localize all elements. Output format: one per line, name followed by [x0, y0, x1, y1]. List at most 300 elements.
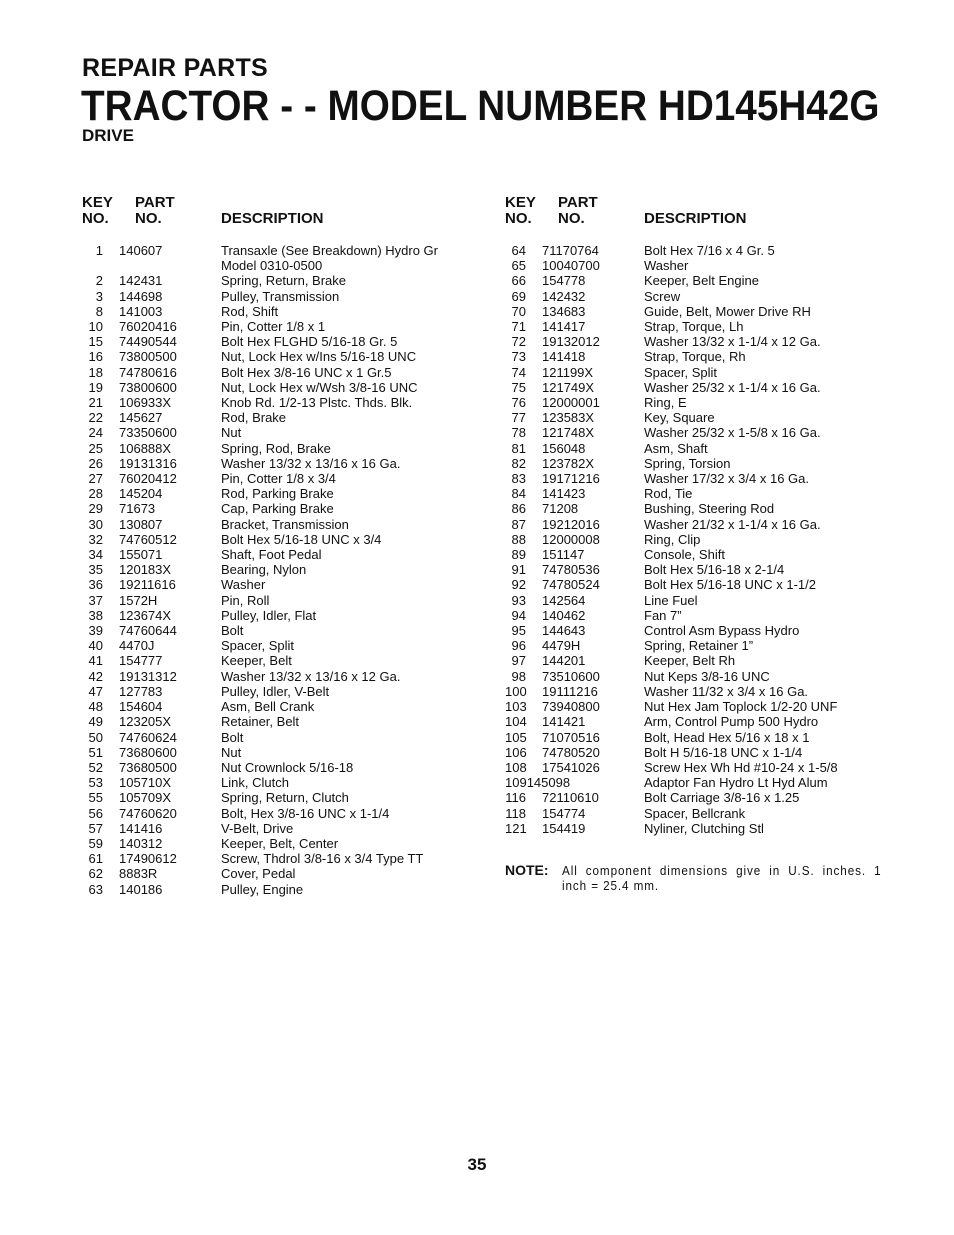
- parts-row: [505, 304, 890, 319]
- parts-row: [82, 577, 472, 592]
- parts-row: [82, 289, 472, 304]
- parts-row: [505, 775, 890, 790]
- parts-column-right: [505, 195, 890, 836]
- parts-row: [82, 760, 472, 775]
- parts-row: [82, 882, 472, 897]
- part-number: 144201: [542, 653, 586, 669]
- part-number: 8883R: [119, 866, 158, 882]
- key-number: 84: [511, 486, 526, 502]
- key-number: 2: [95, 273, 103, 289]
- part-description: Strap, Torque, Lh: [644, 319, 744, 335]
- key-number: 15: [88, 334, 103, 350]
- part-description: Knob Rd. 1/2-13 Plstc. Thds. Blk.: [221, 395, 413, 411]
- parts-row: [505, 410, 890, 425]
- parts-row: [505, 258, 890, 273]
- part-number: 154604: [119, 699, 163, 715]
- parts-row: [82, 243, 472, 273]
- part-description: Line Fuel: [644, 592, 698, 608]
- key-number: 55: [88, 790, 103, 806]
- key-number: 3: [95, 288, 103, 304]
- parts-row: [82, 623, 472, 638]
- key-number: 96: [511, 638, 526, 654]
- part-number: 19212016: [542, 516, 600, 532]
- part-number: 19131312: [119, 668, 177, 684]
- part-description: Nyliner, Clutching Stl: [644, 820, 764, 836]
- part-description: Adaptor Fan Hydro Lt Hyd Alum: [644, 775, 828, 791]
- part-description: Bearing, Nylon: [221, 562, 307, 578]
- parts-row: [505, 714, 890, 729]
- part-number: 141418: [542, 349, 586, 365]
- part-number: 1572H: [119, 592, 158, 608]
- key-number: 93: [511, 592, 526, 608]
- column-header-left: [82, 195, 472, 235]
- part-number: 141417: [542, 319, 586, 335]
- key-no-header: KEY NO.: [505, 194, 536, 227]
- part-description: Pin, Cotter 1/8 x 3/4: [221, 471, 336, 487]
- key-number: 8: [95, 303, 103, 319]
- dimensions-note: [505, 863, 890, 893]
- part-description: Guide, Belt, Mower Drive RH: [644, 303, 811, 319]
- parts-row: [82, 775, 472, 790]
- part-description: Washer: [644, 258, 689, 274]
- part-number: 4470J: [119, 638, 155, 654]
- part-number: 19131316: [119, 455, 177, 471]
- part-number: 141416: [119, 820, 163, 836]
- parts-row: [505, 365, 890, 380]
- part-number: 74760512: [119, 531, 177, 547]
- part-description: Pulley, Transmission: [221, 288, 340, 304]
- part-number: 130807: [119, 516, 163, 532]
- key-number: 100: [505, 683, 527, 699]
- key-number: 10: [88, 319, 103, 335]
- part-description: Washer 25/32 x 1-5/8 x 16 Ga.: [644, 425, 821, 441]
- key-number: 63: [88, 881, 103, 897]
- part-number: 19211616: [119, 577, 176, 593]
- part-description: Pulley, Idler, V-Belt: [221, 683, 330, 699]
- key-number: 52: [88, 759, 103, 775]
- part-description: Rod, Tie: [644, 486, 693, 502]
- key-number: 62: [88, 866, 103, 882]
- part-number: 123583X: [542, 410, 595, 426]
- part-description: Spring, Retainer 1”: [644, 638, 754, 654]
- key-number: 36: [88, 577, 103, 593]
- part-description: Pulley, Idler, Flat: [221, 607, 317, 623]
- part-no-header: PART NO.: [558, 194, 598, 227]
- part-number: 141421: [542, 714, 586, 730]
- parts-row: [82, 638, 472, 653]
- key-number: 83: [511, 471, 526, 487]
- part-description: Spring, Return, Brake: [221, 273, 347, 289]
- key-number: 82: [511, 455, 526, 471]
- part-number: 73510600: [542, 668, 600, 684]
- parts-row: [82, 425, 472, 440]
- key-number: 1: [95, 243, 103, 258]
- parts-row: [505, 653, 890, 668]
- part-number: 151147: [542, 547, 585, 563]
- part-description: Spring, Rod, Brake: [221, 440, 331, 456]
- part-number: 155071: [119, 547, 163, 563]
- key-no-header: KEY NO.: [82, 194, 113, 227]
- part-description: Shaft, Foot Pedal: [221, 547, 322, 563]
- part-description: Bolt Hex FLGHD 5/16-18 Gr. 5: [221, 334, 398, 350]
- part-description: Link, Clutch: [221, 775, 289, 791]
- key-number: 59: [88, 835, 103, 851]
- key-number: 35: [88, 562, 103, 578]
- key-number: 109145098: [505, 775, 571, 791]
- part-number: 156048: [542, 440, 586, 456]
- key-number: 48: [88, 699, 103, 715]
- parts-row: [505, 289, 890, 304]
- part-description: Washer 13/32 x 13/16 x 16 Ga.: [221, 455, 401, 471]
- part-description: Strap, Torque, Rh: [644, 349, 746, 365]
- part-description: Keeper, Belt: [221, 653, 292, 669]
- part-number: 17490612: [119, 851, 177, 867]
- key-number: 47: [88, 683, 103, 699]
- part-description: Cover, Pedal: [221, 866, 296, 882]
- part-number: 71170764: [542, 243, 599, 258]
- subsection-label: DRIVE: [82, 126, 134, 145]
- key-number: 22: [88, 410, 103, 426]
- part-description: Bracket, Transmission: [221, 516, 349, 532]
- part-number: 140312: [119, 835, 163, 851]
- parts-row: [505, 517, 890, 532]
- part-number: 74780524: [542, 577, 600, 593]
- parts-row: [505, 638, 890, 653]
- part-description: Nut Keps 3/8-16 UNC: [644, 668, 770, 684]
- key-number: 64: [511, 243, 526, 258]
- parts-column-left: [82, 195, 472, 897]
- part-description: Screw: [644, 288, 681, 304]
- key-number: 70: [511, 303, 526, 319]
- part-number: 142432: [542, 288, 586, 304]
- part-number: 76020416: [119, 319, 177, 335]
- part-description: Rod, Shift: [221, 303, 279, 319]
- parts-row: [82, 456, 472, 471]
- part-number: 106888X: [119, 440, 172, 456]
- key-number: 108: [505, 759, 527, 775]
- parts-row: [82, 851, 472, 866]
- part-number: 141423: [542, 486, 586, 502]
- key-number: 34: [88, 547, 103, 563]
- key-number: 86: [511, 501, 526, 517]
- part-description: Transaxle (See Breakdown) Hydro Gr Model 0310-0500: [221, 243, 438, 274]
- part-number: 140462: [542, 607, 586, 623]
- part-description: Nut: [221, 425, 242, 441]
- part-number: 105709X: [119, 790, 172, 806]
- part-description: Keeper, Belt Rh: [644, 653, 736, 669]
- key-number: 89: [511, 547, 526, 563]
- part-number: 76020412: [119, 471, 177, 487]
- parts-row: [82, 653, 472, 668]
- key-number: 87: [511, 516, 526, 532]
- parts-list-right: [505, 243, 890, 836]
- part-number: 142564: [542, 592, 586, 608]
- parts-row: [82, 365, 472, 380]
- key-number: 71: [511, 319, 526, 335]
- part-number: 106933X: [119, 395, 172, 411]
- part-number: 73800500: [119, 349, 177, 365]
- part-number: 140607: [119, 243, 163, 258]
- part-number: 123782X: [542, 455, 595, 471]
- parts-row: [505, 349, 890, 364]
- part-description: Bolt Hex 7/16 x 4 Gr. 5: [644, 243, 775, 258]
- key-number: 98: [511, 668, 526, 684]
- part-description: Pin, Roll: [221, 592, 270, 608]
- parts-row: [505, 319, 890, 334]
- part-description: Nut, Lock Hex w/Ins 5/16-18 UNC: [221, 349, 417, 365]
- parts-row: [82, 380, 472, 395]
- parts-row: [82, 319, 472, 334]
- part-number: 71070516: [542, 729, 600, 745]
- key-number: 116: [505, 790, 526, 806]
- part-number: 74780616: [119, 364, 177, 380]
- parts-row: [82, 730, 472, 745]
- part-number: 4479H: [542, 638, 581, 654]
- part-description: Washer 21/32 x 1-1/4 x 16 Ga.: [644, 516, 821, 532]
- key-number: 41: [88, 653, 103, 669]
- parts-row: [505, 486, 890, 501]
- key-number: 105: [505, 729, 527, 745]
- part-description: Spring, Torsion: [644, 455, 731, 471]
- part-description: Rod, Brake: [221, 410, 287, 426]
- parts-row: [82, 273, 472, 288]
- part-number: 142431: [119, 273, 163, 289]
- parts-row: [505, 334, 890, 349]
- part-description: Bolt: [221, 623, 244, 639]
- part-number: 121199X: [542, 364, 594, 380]
- parts-row: [82, 821, 472, 836]
- key-number: 91: [511, 562, 526, 578]
- part-description: Nut Crownlock 5/16-18: [221, 759, 354, 775]
- parts-row: [505, 730, 890, 745]
- key-number: 39: [88, 623, 103, 639]
- key-number: 74: [511, 364, 526, 380]
- key-number: 118: [505, 805, 526, 821]
- parts-row: [505, 699, 890, 714]
- key-number: 75: [511, 379, 526, 395]
- key-number: 27: [88, 471, 103, 487]
- part-description: Screw Hex Wh Hd #10-24 x 1-5/8: [644, 759, 838, 775]
- parts-row: [82, 395, 472, 410]
- parts-row: [82, 547, 472, 562]
- key-number: 50: [88, 729, 103, 745]
- part-number: 144643: [542, 623, 586, 639]
- parts-row: [505, 441, 890, 456]
- page-title: TRACTOR - - MODEL NUMBER HD145H42G: [81, 82, 880, 130]
- key-number: 73: [511, 349, 526, 365]
- part-description: Nut, Lock Hex w/Wsh 3/8-16 UNC: [221, 379, 418, 395]
- part-number: 73680600: [119, 744, 177, 760]
- part-number: 134683: [542, 303, 586, 319]
- part-number: 140186: [119, 881, 163, 897]
- parts-row: [505, 593, 890, 608]
- part-number: 73680500: [119, 759, 177, 775]
- part-description: Spacer, Split: [221, 638, 294, 654]
- parts-row: [82, 684, 472, 699]
- parts-row: [505, 425, 890, 440]
- part-number: 141003: [119, 303, 163, 319]
- part-number: 71208: [542, 501, 579, 517]
- key-number: 72: [511, 334, 526, 350]
- key-number: 81: [511, 440, 526, 456]
- parts-row: [505, 501, 890, 516]
- part-number: 123674X: [119, 607, 172, 623]
- parts-row: [505, 577, 890, 592]
- part-description: Bolt Hex 5/16-18 UNC x 3/4: [221, 531, 382, 547]
- part-description: Retainer, Belt: [221, 714, 300, 730]
- part-number: 105710X: [119, 775, 172, 791]
- parts-row: [82, 349, 472, 364]
- description-header: DESCRIPTION: [221, 210, 324, 227]
- part-number: 154778: [542, 273, 586, 289]
- key-number: 97: [511, 653, 526, 669]
- part-number: 74780520: [542, 744, 600, 760]
- key-number: 106: [505, 744, 527, 760]
- part-description: Bolt: [221, 729, 244, 745]
- part-number: 145204: [119, 486, 163, 502]
- part-number: 120183X: [119, 562, 172, 578]
- parts-row: [82, 562, 472, 577]
- part-description: V-Belt, Drive: [221, 820, 294, 836]
- key-number: 88: [511, 531, 526, 547]
- key-number: 28: [88, 486, 103, 502]
- parts-row: [82, 501, 472, 516]
- key-number: 30: [88, 516, 103, 532]
- parts-row: [505, 380, 890, 395]
- key-number: 21: [88, 395, 103, 411]
- part-description: Spring, Return, Clutch: [221, 790, 349, 806]
- parts-row: [505, 547, 890, 562]
- page-number: 35: [467, 1155, 487, 1174]
- part-number: 127783: [119, 683, 163, 699]
- part-number: 74760644: [119, 623, 177, 639]
- part-description: Spacer, Bellcrank: [644, 805, 746, 821]
- parts-row: [505, 532, 890, 547]
- parts-row: [82, 836, 472, 851]
- parts-row: [82, 334, 472, 349]
- key-number: 56: [88, 805, 103, 821]
- key-number: 32: [88, 531, 103, 547]
- part-description: Nut: [221, 744, 242, 760]
- key-number: 19: [88, 379, 103, 395]
- part-number: 73940800: [542, 699, 600, 715]
- parts-row: [82, 866, 472, 881]
- key-number: 51: [88, 744, 103, 760]
- part-description: Rod, Parking Brake: [221, 486, 334, 502]
- parts-row: [82, 806, 472, 821]
- part-no-header: PART NO.: [135, 194, 175, 227]
- part-description: Bolt Hex 3/8-16 UNC x 1 Gr.5: [221, 364, 392, 380]
- part-description: Pin, Cotter 1/8 x 1: [221, 319, 326, 335]
- part-description: Control Asm Bypass Hydro: [644, 623, 800, 639]
- parts-row: [82, 699, 472, 714]
- part-description: Spacer, Split: [644, 364, 717, 380]
- parts-row: [505, 471, 890, 486]
- part-description: Ring, Clip: [644, 531, 701, 547]
- part-description: Bolt H 5/16-18 UNC x 1-1/4: [644, 744, 803, 760]
- part-description: Bolt Hex 5/16-18 x 2-1/4: [644, 562, 785, 578]
- parts-row: [82, 410, 472, 425]
- part-description: Ring, E: [644, 395, 687, 411]
- part-description: Arm, Control Pump 500 Hydro: [644, 714, 819, 730]
- parts-row: [82, 608, 472, 623]
- part-number: 154777: [119, 653, 163, 669]
- part-description: Bolt Hex 5/16-18 UNC x 1-1/2: [644, 577, 816, 593]
- key-number: 57: [88, 820, 103, 836]
- key-number: 16: [88, 349, 103, 365]
- key-number: 24: [88, 425, 103, 441]
- part-description: Console, Shift: [644, 547, 725, 563]
- part-number: 73350600: [119, 425, 177, 441]
- key-number: 104: [505, 714, 527, 730]
- parts-row: [82, 441, 472, 456]
- part-description: Asm, Shaft: [644, 440, 708, 456]
- part-description: Asm, Bell Crank: [221, 699, 315, 715]
- parts-row: [505, 821, 890, 836]
- part-number: 72110610: [542, 790, 599, 806]
- key-number: 65: [511, 258, 526, 274]
- part-description: Bushing, Steering Rod: [644, 501, 775, 517]
- key-number: 53: [88, 775, 103, 791]
- parts-row: [505, 562, 890, 577]
- part-description: Keeper, Belt Engine: [644, 273, 759, 289]
- key-number: 29: [88, 501, 103, 517]
- parts-row: [82, 517, 472, 532]
- part-number: 19132012: [542, 334, 600, 350]
- part-description: Keeper, Belt, Center: [221, 835, 339, 851]
- part-description: Pulley, Engine: [221, 881, 304, 897]
- parts-row: [82, 304, 472, 319]
- part-number: 74760624: [119, 729, 177, 745]
- part-number: 10040700: [542, 258, 600, 274]
- key-number: 18: [88, 364, 103, 380]
- note-label: NOTE:: [505, 862, 549, 878]
- part-number: 145627: [119, 410, 163, 426]
- parts-row: [505, 456, 890, 471]
- part-number: 121749X: [542, 379, 595, 395]
- part-description: Bolt Carriage 3/8-16 x 1.25: [644, 790, 800, 806]
- part-number: 19111216: [542, 683, 598, 699]
- key-number: 121: [505, 820, 527, 836]
- part-number: 71673: [119, 501, 156, 517]
- key-number: 66: [511, 273, 526, 289]
- parts-row: [505, 669, 890, 684]
- parts-row: [82, 471, 472, 486]
- part-description: Washer 17/32 x 3/4 x 16 Ga.: [644, 471, 809, 487]
- key-number: 94: [511, 607, 526, 623]
- key-number: 77: [511, 410, 526, 426]
- parts-row: [505, 608, 890, 623]
- part-number: 12000008: [542, 531, 600, 547]
- part-description: Nut Hex Jam Toplock 1/2-20 UNF: [644, 699, 838, 715]
- part-number: 74760620: [119, 805, 177, 821]
- part-number: 154774: [542, 805, 586, 821]
- parts-row: [82, 669, 472, 684]
- part-number: 144698: [119, 288, 163, 304]
- parts-row: [505, 790, 890, 805]
- part-description: Bolt, Hex 3/8-16 UNC x 1-1/4: [221, 805, 390, 821]
- part-description: Key, Square: [644, 410, 715, 426]
- section-label: REPAIR PARTS: [82, 54, 269, 82]
- key-number: 95: [511, 623, 526, 639]
- part-number: 17541026: [542, 759, 600, 775]
- part-description: Washer 25/32 x 1-1/4 x 16 Ga.: [644, 379, 821, 395]
- key-number: 25: [88, 440, 103, 456]
- part-description: Bolt, Head Hex 5/16 x 18 x 1: [644, 729, 810, 745]
- parts-row: [82, 714, 472, 729]
- key-number: 78: [511, 425, 526, 441]
- parts-row: [505, 760, 890, 775]
